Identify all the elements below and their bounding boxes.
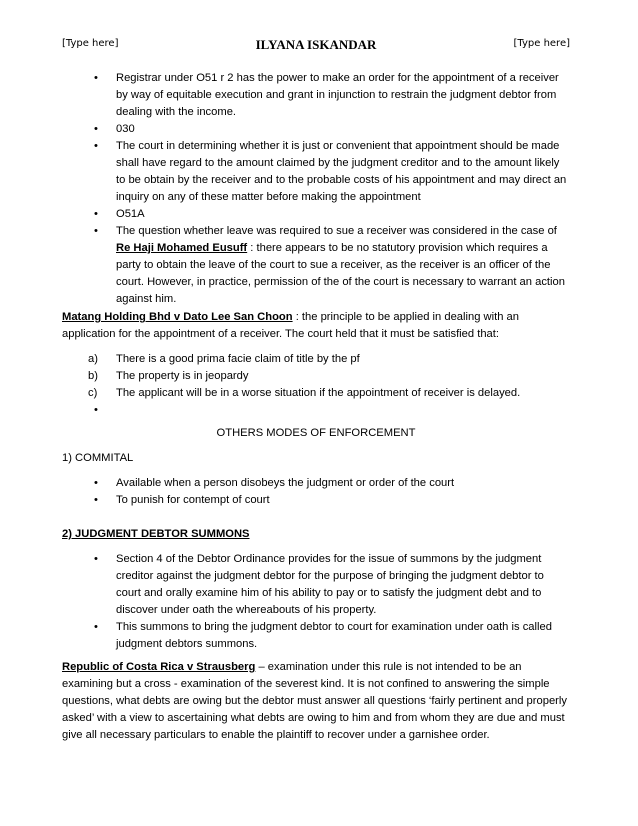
bullet-icon: • — [94, 225, 98, 237]
paragraph-matang: Matang Holding Bhd v Dato Lee San Choon : the principle to be applied in dealing with an application for the appointment of a receiver. The court held that it must be satisfied that: — [62, 311, 519, 340]
header-right: [Type here] — [513, 38, 570, 49]
list-item: • 030 — [72, 121, 570, 138]
bullet-icon: • — [94, 553, 98, 565]
bullet-icon: • — [94, 72, 98, 84]
bullet-icon: • — [94, 494, 98, 506]
list-item: • Registrar under O51 r 2 has the power to make an order for the appointment of a receiver by way of equitable execution and grant in injunction to restrain the judgment debtor from dealing with the income. — [94, 72, 559, 118]
section-title: OTHERS MODES OF ENFORCEMENT — [216, 427, 416, 439]
header-title: ILYANA ISKANDAR — [255, 37, 377, 52]
case-name: Republic of Costa Rica v Strausberg — [62, 661, 256, 673]
list-item — [72, 402, 570, 419]
bullet-icon: • — [94, 404, 98, 416]
bullet-icon: • — [94, 621, 98, 633]
list-item: • This summons to bring the judgment debtor to court for examination under oath is called judgment debtors summons. — [94, 621, 552, 650]
bullet-icon: • — [94, 123, 98, 135]
jds-list — [72, 551, 570, 653]
case-name: Matang Holding Bhd v Dato Lee San Choon — [62, 311, 293, 323]
bullet-icon: • — [94, 140, 98, 152]
case-name: Re Haji Mohamed Eusuff — [116, 242, 248, 254]
list-item: • Available when a person disobeys the judgment or order of the court — [72, 475, 570, 492]
header-left: [Type here] — [62, 38, 119, 49]
commital-heading: 1) COMMITAL — [62, 452, 134, 464]
paragraph-costa-rica: Republic of Costa Rica v Strausberg – examination under this rule is not intended to be an examining but a cross - examination of the severest kind. It is not confined to answering the simple questions, what debts are owing but the debtor must answer all questions ‘fairly pertinent and properly asked’ with a view to ascertaining what debts are owing to him and from whom they are due and must give all necessary particulars to enable the plaintiff to recover under a garnishee order. — [62, 661, 567, 741]
bullet-icon: • — [94, 477, 98, 489]
list-item: • Section 4 of the Debtor Ordinance provides for the issue of summons by the judgment creditor against the judgment debtor for the purpose of bringing the judgment debtor to court and orally examine him of his ability to pay or to satisfy the judgment debt and to discover under oath the whereabouts of his property. — [94, 553, 544, 616]
list-item: • The question whether leave was required to sue a receiver was considered in the case of Re Haji Mohamed Eusuff : there appears to be no statutory provision which requires a party to obtain the leave of the court to sue a receiver, as the receiver is an officer of the court. However, in practice, permission of the of the court is necessary to warrant an action against him. — [94, 225, 565, 305]
list-item: b) The property is in jeopardy — [88, 370, 249, 382]
list-item: • The court in determining whether it is just or convenient that appointment should be made shall have regard to the amount claimed by the judgment creditor and to the amount likely to be obtain by the receiver and to the probable costs of his appointment and may direct an inquiry on any of these matter before making the appointment — [94, 140, 567, 203]
criteria-list — [72, 351, 570, 402]
page-header — [62, 38, 570, 54]
receiver-bullet-list — [72, 70, 570, 308]
list-item: a) There is a good prima facie claim of title by the pf — [88, 353, 360, 365]
jds-heading: 2) JUDGMENT DEBTOR SUMMONS — [62, 528, 250, 540]
commital-list — [72, 475, 570, 509]
list-item: • To punish for contempt of court — [72, 492, 570, 509]
list-item: • O51A — [72, 206, 570, 223]
document-body — [62, 70, 570, 744]
list-item: c) The applicant will be in a worse situation if the appointment of receiver is delayed. — [88, 387, 521, 399]
empty-bullet-list — [72, 402, 570, 419]
bullet-icon: • — [94, 208, 98, 220]
